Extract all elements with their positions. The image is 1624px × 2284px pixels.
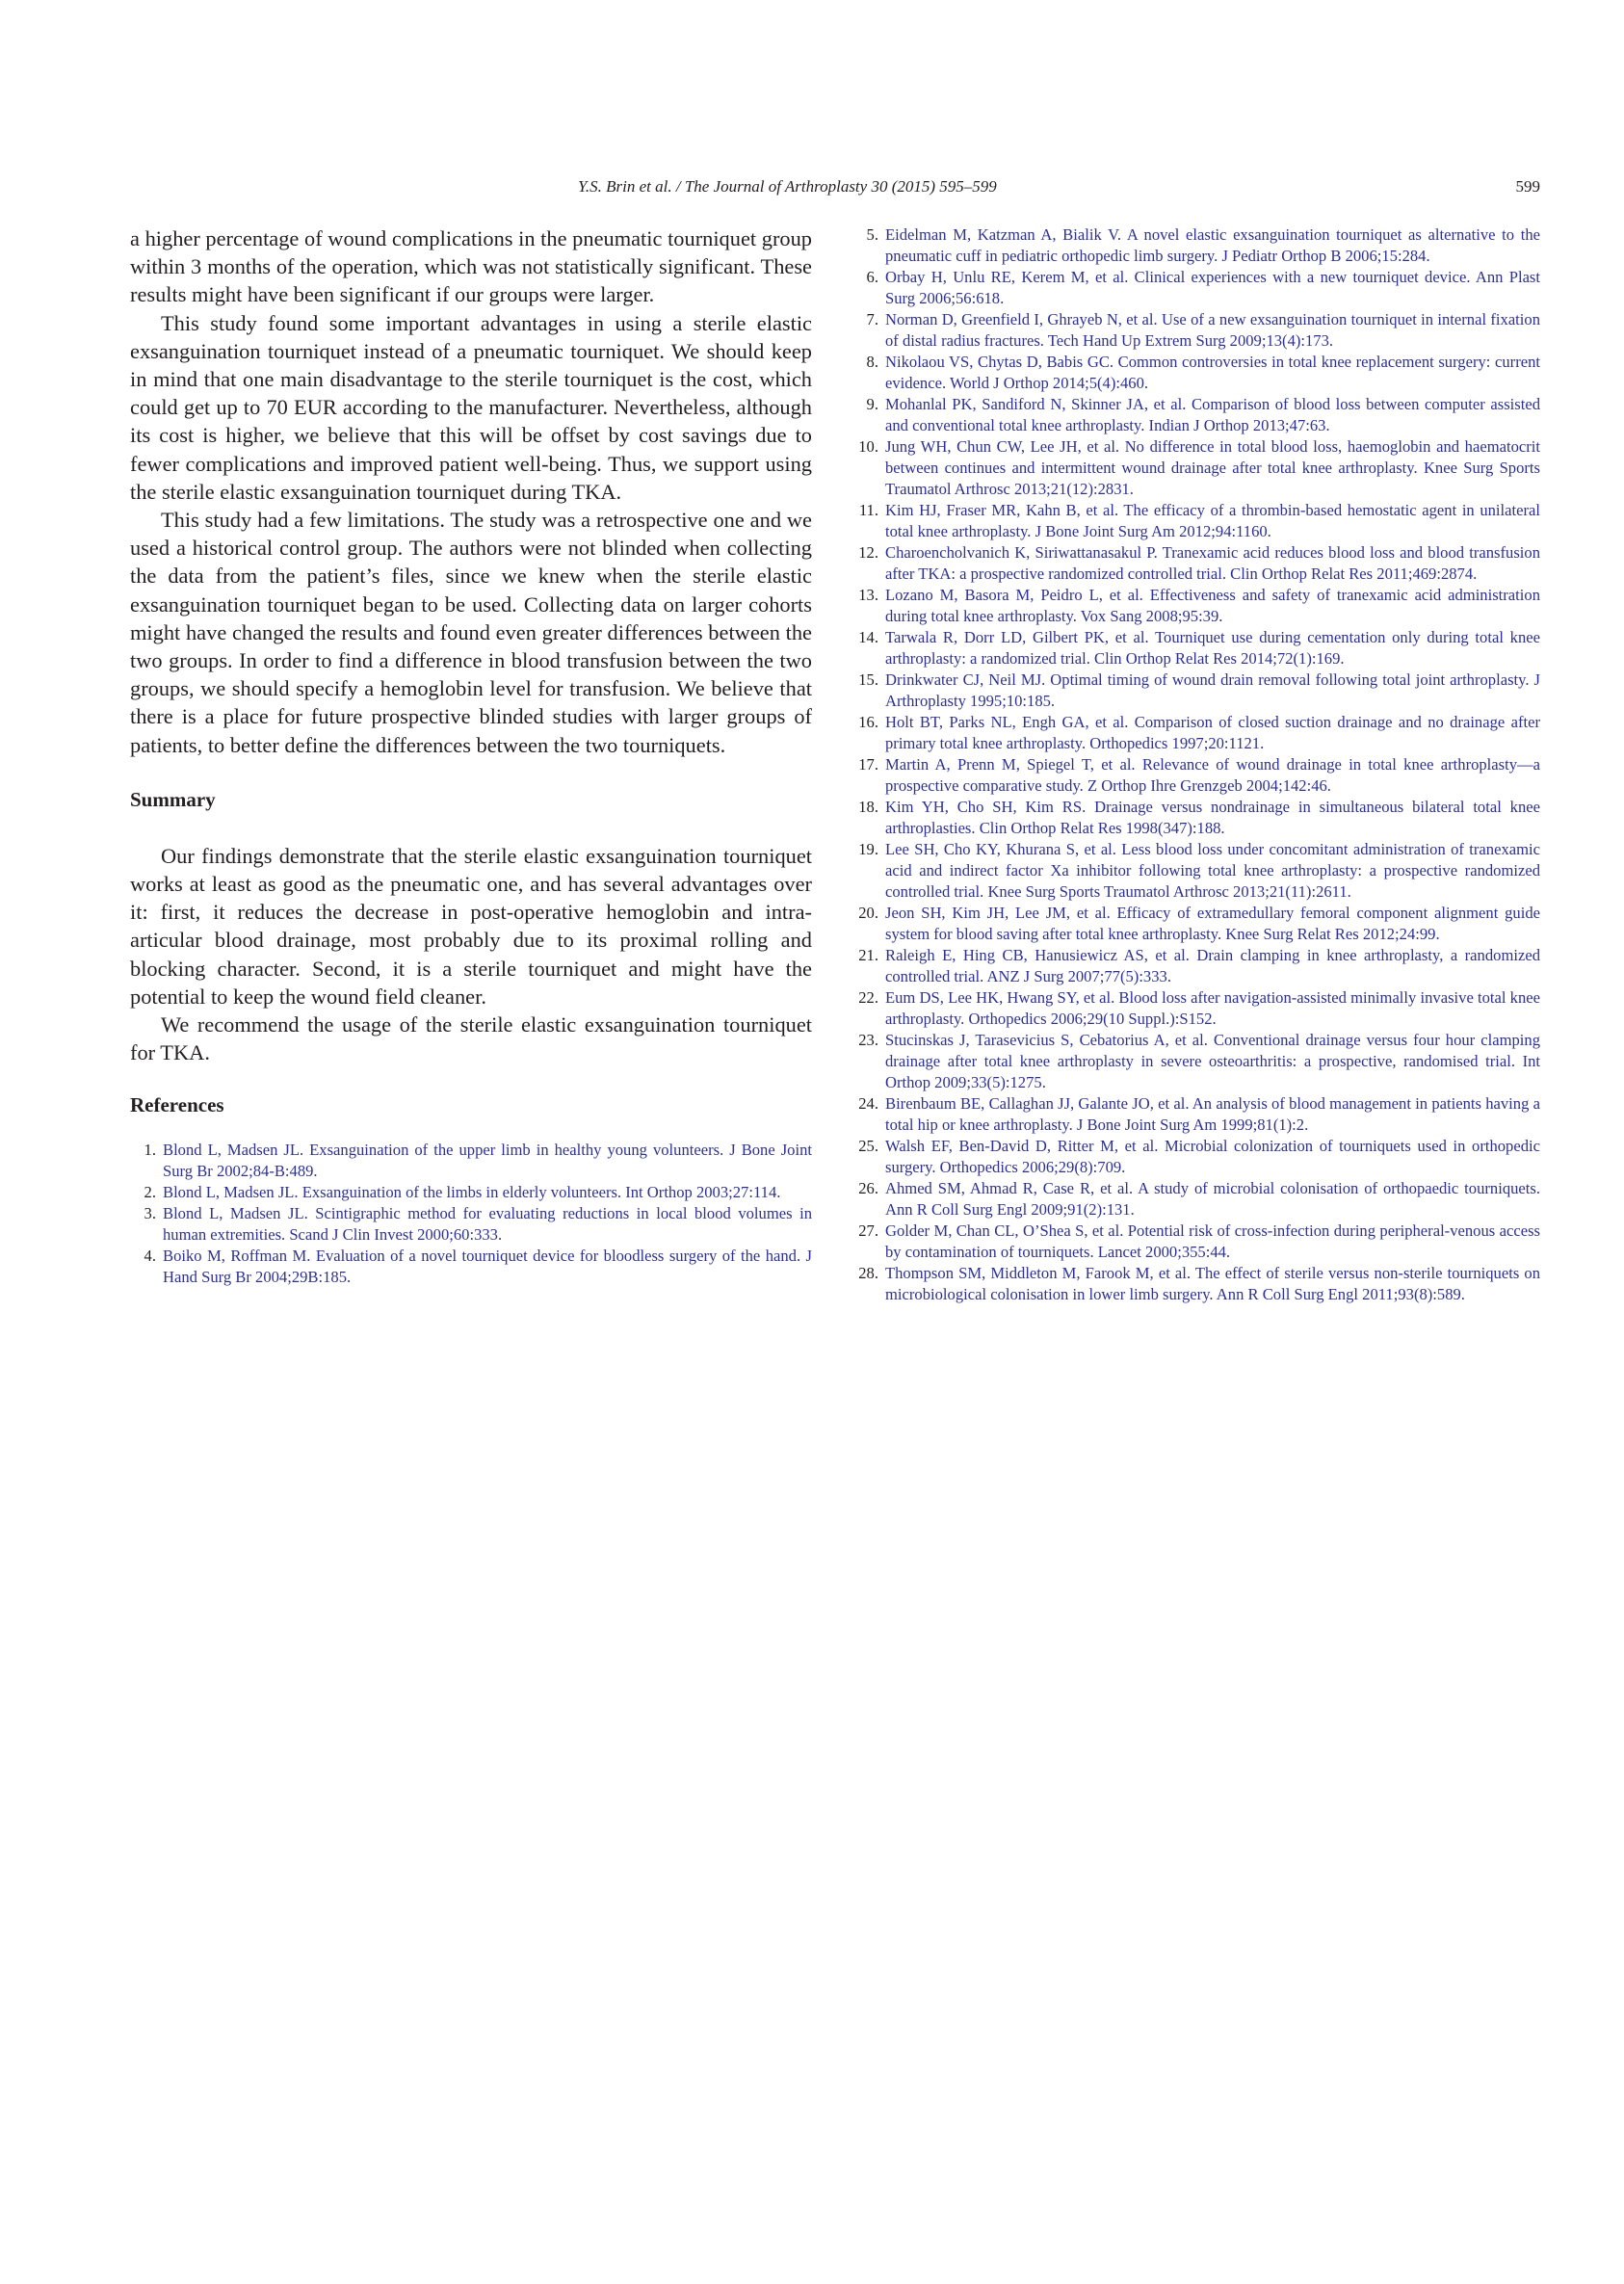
reference-item[interactable] [851, 1263, 1540, 1305]
reference-number: 17. [858, 755, 878, 774]
reference-number: 21. [858, 946, 878, 964]
reference-item[interactable] [851, 267, 1540, 309]
reference-link[interactable]: Boiko M, Roffman M. Evaluation of a novel tourniquet device for bloodless surgery of the hand. J Hand Surg Br 2004;29B:185. [163, 1247, 812, 1287]
reference-item[interactable] [851, 309, 1540, 352]
reference-item[interactable] [851, 1030, 1540, 1093]
reference-link[interactable]: Golder M, Chan CL, O’Shea S, et al. Potential risk of cross-infection during peripheral-venous access by contamination of tourniquets. Lancet 2000;355:44. [885, 1221, 1540, 1261]
reference-link[interactable]: Thompson SM, Middleton M, Farook M, et al. The effect of sterile versus non-sterile tourniquets on microbiological colonisation in lower limb surgery. Ann R Coll Surg Engl 2011;93(8):589. [885, 1264, 1540, 1303]
page-number: 599 [1515, 177, 1540, 196]
reference-number: 9. [866, 395, 878, 413]
reference-number: 4. [144, 1247, 156, 1266]
reference-link[interactable]: Eum DS, Lee HK, Hwang SY, et al. Blood loss after navigation-assisted minimally invasive total knee arthroplasty. Orthopedics 2006;29(10 Suppl.):S152. [885, 988, 1540, 1028]
reference-number: 15. [858, 670, 878, 689]
reference-link[interactable]: Holt BT, Parks NL, Engh GA, et al. Comparison of closed suction drainage and no drainage after primary total knee arthroplasty. Orthopedics 1997;20:1121. [885, 713, 1540, 752]
reference-item[interactable] [851, 542, 1540, 585]
reference-item[interactable] [130, 1203, 812, 1246]
reference-item[interactable] [851, 1093, 1540, 1136]
reference-link[interactable]: Martin A, Prenn M, Spiegel T, et al. Relevance of wound drainage in total knee arthroplasty—a prospective comparative study. Z Orthop Ihre Grenzgeb 2004;142:46. [885, 755, 1540, 795]
reference-item[interactable] [851, 352, 1540, 394]
body-paragraph: a higher percentage of wound complications in the pneumatic tourniquet group within 3 months of the operation, which was not statistically significant. These results might have been significant if our groups were larger. [130, 226, 812, 307]
left-column [130, 224, 812, 1288]
reference-item[interactable] [851, 500, 1540, 542]
reference-link[interactable]: Charoencholvanich K, Siriwattanasakul P. Tranexamic acid reduces blood loss and blood transfusion after TKA: a prospective randomized controlled trial. Clin Orthop Relat Res 2011;469:2874. [885, 543, 1540, 583]
reference-link[interactable]: Jung WH, Chun CW, Lee JH, et al. No difference in total blood loss, haemoglobin and haematocrit between continues and intermittent wound drainage after total knee arthroplasty. Knee Surg Sports Traumatol Arthrosc 2013;21(12):2831. [885, 437, 1540, 498]
reference-number: 26. [858, 1179, 878, 1197]
reference-list-right [851, 224, 1540, 1305]
body-paragraph: This study had a few limitations. The study was a retrospective one and we used a historical control group. The authors were not blinded when collecting the data from the patient’s files, since we knew when the sterile elastic exsanguination tourniquet began to be used. Collecting data on larger cohorts might have changed the results and found even greater differences between the two groups. In order to find a difference in blood transfusion between the two groups, we should specify a hemoglobin level for transfusion. We believe that there is a place for future prospective blinded studies with larger groups of patients, to better define the differences between the two tourniquets. [130, 508, 812, 757]
reference-number: 2. [144, 1183, 156, 1202]
reference-number: 23. [858, 1031, 878, 1049]
reference-item[interactable] [851, 585, 1540, 627]
reference-link[interactable]: Orbay H, Unlu RE, Kerem M, et al. Clinical experiences with a new tourniquet device. Ann Plast Surg 2006;56:618. [885, 268, 1540, 307]
reference-item[interactable] [851, 1221, 1540, 1263]
body-paragraph: This study found some important advantages in using a sterile elastic exsanguination tourniquet instead of a pneumatic tourniquet. We should keep in mind that one main disadvantage to the sterile tourniquet is the cost, which could get up to 70 EUR according to the manufacturer. Nevertheless, although its cost is higher, we believe that this will be offset by cost savings due to fewer complications and improved patient well-being. Thus, we support using the sterile elastic exsanguination tourniquet during TKA. [130, 310, 812, 504]
reference-number: 16. [858, 713, 878, 731]
reference-item[interactable] [130, 1182, 812, 1203]
reference-number: 8. [866, 353, 878, 371]
reference-link[interactable]: Kim HJ, Fraser MR, Kahn B, et al. The efficacy of a thrombin-based hemostatic agent in unilateral total knee arthroplasty. J Bone Joint Surg Am 2012;94:1160. [885, 501, 1540, 540]
reference-list-left [130, 1140, 812, 1288]
reference-item[interactable] [851, 394, 1540, 436]
reference-link[interactable]: Raleigh E, Hing CB, Hanusiewicz AS, et al. Drain clamping in knee arthroplasty, a randomized controlled trial. ANZ J Surg 2007;77(5):333. [885, 946, 1540, 985]
reference-item[interactable] [851, 945, 1540, 987]
reference-link[interactable]: Tarwala R, Dorr LD, Gilbert PK, et al. Tourniquet use during cementation only during total knee arthroplasty: a randomized trial. Clin Orthop Relat Res 2014;72(1):169. [885, 628, 1540, 668]
reference-item[interactable] [130, 1246, 812, 1288]
running-header [578, 177, 1540, 200]
reference-link[interactable]: Ahmed SM, Ahmad R, Case R, et al. A study of microbial colonisation of orthopaedic tourniquets. Ann R Coll Surg Engl 2009;91(2):131. [885, 1179, 1540, 1219]
reference-link[interactable]: Kim YH, Cho SH, Kim RS. Drainage versus nondrainage in simultaneous bilateral total knee arthroplasties. Clin Orthop Relat Res 1998(347):188. [885, 798, 1540, 837]
reference-link[interactable]: Stucinskas J, Tarasevicius S, Cebatorius A, et al. Conventional drainage versus four hour clamping drainage after total knee arthroplasty in severe osteoarthritis: a prospective, randomised trial. Int Orthop 2009;33(5):1275. [885, 1031, 1540, 1091]
reference-item[interactable] [851, 797, 1540, 839]
reference-item[interactable] [851, 839, 1540, 903]
running-title: Y.S. Brin et al. / The Journal of Arthroplasty 30 (2015) 595–599 [578, 177, 997, 196]
reference-number: 28. [858, 1264, 878, 1282]
reference-number: 12. [858, 543, 878, 562]
reference-number: 7. [866, 310, 878, 328]
reference-link[interactable]: Nikolaou VS, Chytas D, Babis GC. Common controversies in total knee replacement surgery: current evidence. World J Orthop 2014;5(4):460. [885, 353, 1540, 392]
reference-number: 3. [144, 1204, 156, 1223]
reference-number: 18. [858, 798, 878, 816]
reference-number: 19. [858, 840, 878, 858]
reference-item[interactable] [851, 627, 1540, 669]
reference-link[interactable]: Jeon SH, Kim JH, Lee JM, et al. Efficacy of extramedullary femoral component alignment guide system for blood saving after total knee arthroplasty. Knee Surg Relat Res 2012;24:99. [885, 904, 1540, 943]
summary-paragraph: We recommend the usage of the sterile elastic exsanguination tourniquet for TKA. [130, 1012, 812, 1065]
reference-item[interactable] [130, 1140, 812, 1182]
reference-item[interactable] [851, 1136, 1540, 1178]
right-column [851, 224, 1540, 1305]
reference-item[interactable] [851, 754, 1540, 797]
summary-paragraph: Our findings demonstrate that the sterile elastic exsanguination tourniquet works at least as good as the pneumatic one, and has several advantages over it: first, it reduces the decrease in post-operative hemoglobin and intra-articular blood drainage, most probably due to its proximal rolling and blocking character. Second, it is a sterile tourniquet and might have the potential to keep the wound field cleaner. [130, 843, 812, 1009]
reference-item[interactable] [851, 224, 1540, 267]
reference-number: 11. [858, 501, 878, 519]
reference-number: 20. [858, 904, 878, 922]
reference-number: 13. [858, 586, 878, 604]
reference-link[interactable]: Birenbaum BE, Callaghan JJ, Galante JO, et al. An analysis of blood management in patients having a total hip or knee arthroplasty. J Bone Joint Surg Am 1999;81(1):2. [885, 1094, 1540, 1134]
reference-link[interactable]: Lozano M, Basora M, Peidro L, et al. Effectiveness and safety of tranexamic acid administration during total knee arthroplasty. Vox Sang 2008;95:39. [885, 586, 1540, 625]
reference-link[interactable]: Blond L, Madsen JL. Exsanguination of the limbs in elderly volunteers. Int Orthop 2003;27:114. [163, 1183, 781, 1202]
reference-item[interactable] [851, 987, 1540, 1030]
reference-number: 10. [858, 437, 878, 456]
reference-link[interactable]: Drinkwater CJ, Neil MJ. Optimal timing of wound drain removal following total joint arthroplasty. J Arthroplasty 1995;10:185. [885, 670, 1540, 710]
reference-number: 14. [858, 628, 878, 646]
reference-number: 22. [858, 988, 878, 1007]
reference-link[interactable]: Eidelman M, Katzman A, Bialik V. A novel elastic exsanguination tourniquet as alternative to the pneumatic cuff in pediatric orthopedic limb surgery. J Pediatr Orthop B 2006;15:284. [885, 225, 1540, 265]
reference-link[interactable]: Mohanlal PK, Sandiford N, Skinner JA, et al. Comparison of blood loss between computer assisted and conventional total knee arthroplasty. Indian J Orthop 2013;47:63. [885, 395, 1540, 434]
reference-number: 24. [858, 1094, 878, 1113]
reference-number: 6. [866, 268, 878, 286]
reference-item[interactable] [851, 436, 1540, 500]
reference-item[interactable] [851, 903, 1540, 945]
reference-number: 1. [144, 1141, 156, 1160]
summary-heading: Summary [130, 787, 216, 811]
reference-link[interactable]: Blond L, Madsen JL. Scintigraphic method for evaluating reductions in local blood volumes in human extremities. Scand J Clin Invest 2000;60:333. [163, 1204, 812, 1245]
reference-link[interactable]: Blond L, Madsen JL. Exsanguination of the upper limb in healthy young volunteers. J Bone Joint Surg Br 2002;84-B:489. [163, 1141, 812, 1181]
reference-number: 27. [858, 1221, 878, 1240]
reference-number: 5. [866, 225, 878, 244]
reference-link[interactable]: Norman D, Greenfield I, Ghrayeb N, et al. Use of a new exsanguination tourniquet in internal fixation of distal radius fractures. Tech Hand Up Extrem Surg 2009;13(4):173. [885, 310, 1540, 350]
reference-link[interactable]: Walsh EF, Ben-David D, Ritter M, et al. Microbial colonization of tourniquets used in orthopedic surgery. Orthopedics 2006;29(8):709. [885, 1137, 1540, 1176]
references-heading: References [130, 1093, 224, 1117]
reference-item[interactable] [851, 712, 1540, 754]
reference-link[interactable]: Lee SH, Cho KY, Khurana S, et al. Less blood loss under concomitant administration of tranexamic acid and indirect factor Xa inhibitor following total knee arthroplasty: a prospective randomized controlled trial. Knee Surg Sports Traumatol Arthrosc 2013;21(11):2611. [885, 840, 1540, 901]
reference-item[interactable] [851, 1178, 1540, 1221]
reference-number: 25. [858, 1137, 878, 1155]
reference-item[interactable] [851, 669, 1540, 712]
